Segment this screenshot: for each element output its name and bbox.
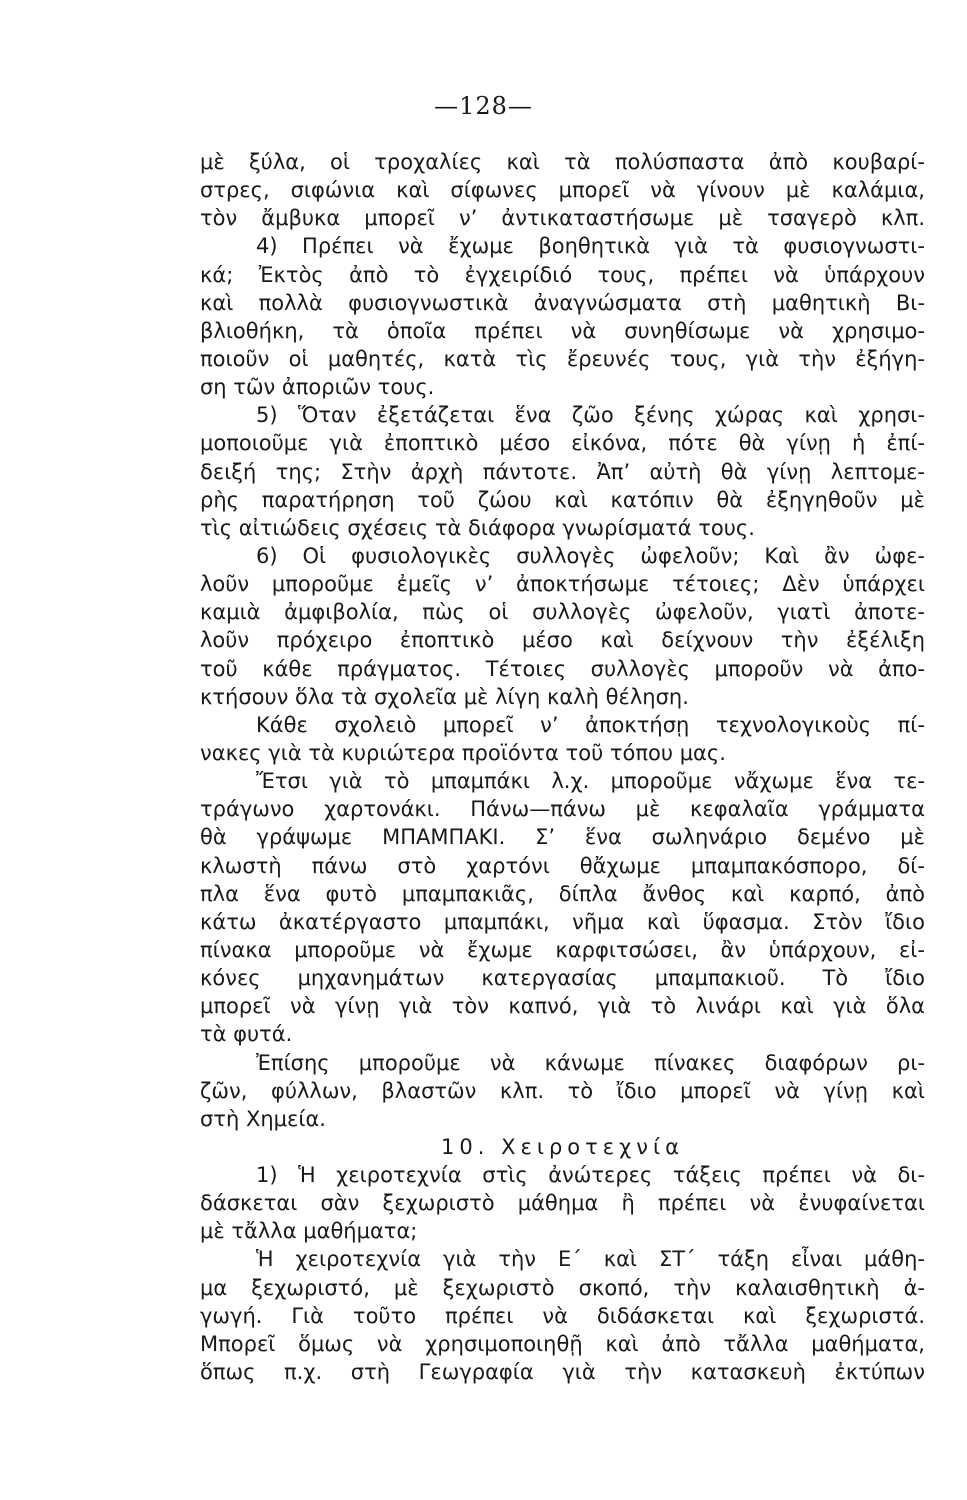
text-line: τὰ φυτά. [200,1022,293,1047]
text-line: καὶ πολλὰ φυσιογνωστικὰ ἀναγνώσματα στὴ μαθητικὴ Βι- [200,290,925,315]
text-line: Ἡ χειροτεχνία γιὰ τὴν Ε΄ καὶ ΣΤ΄ τάξη εἶναι μάθη- [256,1247,925,1272]
text-line: Μπορεῖ ὅμως νὰ χρησιμοποιηθῇ καὶ ἀπὸ τἄλλα μαθήματα, [200,1331,925,1356]
text-line: δειξή της; Στὴν ἀρχὴ πάντοτε. Ἀπ’ αὐτὴ θὰ γίνῃ λεπτομε- [200,459,925,484]
text-line: βλιοθήκη, τὰ ὁποῖα πρέπει νὰ συνηθίσωμε νὰ χρησιμο- [200,318,925,343]
text-line: Ἔτσι γιὰ τὸ μπαμπάκι λ.χ. μποροῦμε νἄχωμε ἕνα τε- [256,769,925,794]
text-line: τοῦ κάθε πράγματος. Τέτοιες συλλογὲς μποροῦν νὰ ἀπο- [200,656,925,681]
text-line: κόνες μηχανημάτων κατεργασίας μπαμπακιοῦ. Τὸ ἴδιο [200,966,925,991]
text-line: τὸν ἄμβυκα μπορεῖ ν’ ἀντικαταστήσωμε μὲ τσαγερὸ κλπ. [200,206,925,231]
text-line: στρες, σιφώνια καὶ σίφωνες μπορεῖ νὰ γίνουν μὲ καλάμια, [200,178,925,203]
text-line: μὲ ξύλα, οἱ τροχαλίες καὶ τὰ πολύσπαστα ἀπὸ κουβαρί- [200,150,925,174]
text-line: πλα ἕνα φυτὸ μπαμπακιᾶς, δίπλα ἄνθος καὶ καρπό, ἀπὸ [200,881,925,906]
text-line: 4) Πρέπει νὰ ἔχωμε βοηθητικὰ γιὰ τὰ φυσιογνωστι- [256,234,925,259]
text-line: στὴ Χημεία. [200,1106,326,1131]
body-text [200,148,925,1386]
text-line: νακες γιὰ τὰ κυριώτερα προϊόντα τοῦ τόπου μας. [200,740,726,765]
text-line: μπορεῖ νὰ γίνῃ γιὰ τὸν καπνό, γιὰ τὸ λινάρι καὶ γιὰ ὅλα [200,994,925,1019]
text-line: μοποιοῦμε γιὰ ἐποπτικὸ μέσο εἰκόνα, πότε θὰ γίνῃ ἡ ἐπί- [200,431,925,456]
text-line: Κάθε σχολειὸ μπορεῖ ν’ ἀποκτήσῃ τεχνολογικοὺς πί- [256,712,925,737]
text-line: κτήσουν ὅλα τὰ σχολεῖα μὲ λίγη καλὴ θέληση. [200,684,689,709]
text-line: ζῶν, φύλλων, βλαστῶν κλπ. τὸ ἴδιο μπορεῖ νὰ γίνῃ καὶ [200,1078,925,1103]
text-line: τὶς αἰτιώδεις σχέσεις τὰ διάφορα γνωρίσματά τους. [200,515,755,540]
page-number: —128— [434,92,533,120]
section-heading: 10. Χειροτεχνία [441,1134,684,1159]
text-line: ρὴς παρατήρηση τοῦ ζώου καὶ κατόπιν θὰ ἐξηγηθοῦν μὲ [200,487,925,512]
text-line: καμιὰ ἀμφιβολία, πὼς οἱ συλλογὲς ὠφελοῦν, γιατὶ ἀποτε- [200,600,925,625]
text-line: πίνακα μποροῦμε νὰ ἔχωμε καρφιτσώσει, ἂν ὑπάρχουν, εἰ- [200,937,925,962]
text-line: μὲ τἄλλα μαθήματα; [200,1219,418,1244]
text-line: 5) Ὅταν ἐξετάζεται ἕνα ζῶο ξένης χώρας καὶ χρησι- [256,403,925,428]
text-line: 6) Οἱ φυσιολογικὲς συλλογὲς ὠφελοῦν; Καὶ ἂν ὠφε- [256,543,925,568]
text-line: γωγή. Γιὰ τοῦτο πρέπει νὰ διδάσκεται καὶ ξεχωριστά. [200,1303,925,1328]
text-line: θὰ γράψωμε ΜΠΑΜΠΑΚΙ. Σ’ ἕνα σωληνάριο δεμένο μὲ [200,825,925,850]
text-line: Ἐπίσης μποροῦμε νὰ κάνωμε πίνακες διαφόρων ρι- [256,1050,925,1075]
text-line: κά; Ἐκτὸς ἀπὸ τὸ ἐγχειρίδιό τους, πρέπει νὰ ὑπάρχουν [200,262,925,287]
text-line: μα ξεχωριστό, μὲ ξεχωριστὸ σκοπό, τὴν καλαισθητικὴ ἀ- [200,1275,925,1300]
text-line: ση τῶν ἀποριῶν τους. [200,375,435,400]
text-line: δάσκεται σὰν ξεχωριστὸ μάθημα ἢ πρέπει νὰ ἐνυφαίνεται [200,1191,925,1216]
text-line: λοῦν μποροῦμε ἐμεῖς ν’ ἀποκτήσωμε τέτοιες; Δὲν ὑπάρχει [200,572,925,597]
text-line: τράγωνο χαρτονάκι. Πάνω—πάνω μὲ κεφαλαῖα γράμματα [200,797,925,822]
text-line: 1) Ἡ χειροτεχνία στὶς ἀνώτερες τάξεις πρέπει νὰ δι- [256,1163,925,1188]
text-line: ὅπως π.χ. στὴ Γεωγραφία γιὰ τὴν κατασκευὴ ἐκτύπων [200,1360,925,1385]
text-line: κλωστὴ πάνω στὸ χαρτόνι θἄχωμε μπαμπακόσπορο, δί- [200,853,925,878]
text-line: λοῦν πρόχειρο ἐποπτικὸ μέσο καὶ δείχνουν τὴν ἐξέλιξη [200,628,925,653]
text-line: κάτω ἀκατέργαστο μπαμπάκι, νῆμα καὶ ὕφασμα. Στὸν ἴδιο [200,909,925,934]
text-line: ποιοῦν οἱ μαθητές, κατὰ τὶς ἔρευνές τους, γιὰ τὴν ἐξήγη- [200,346,925,371]
